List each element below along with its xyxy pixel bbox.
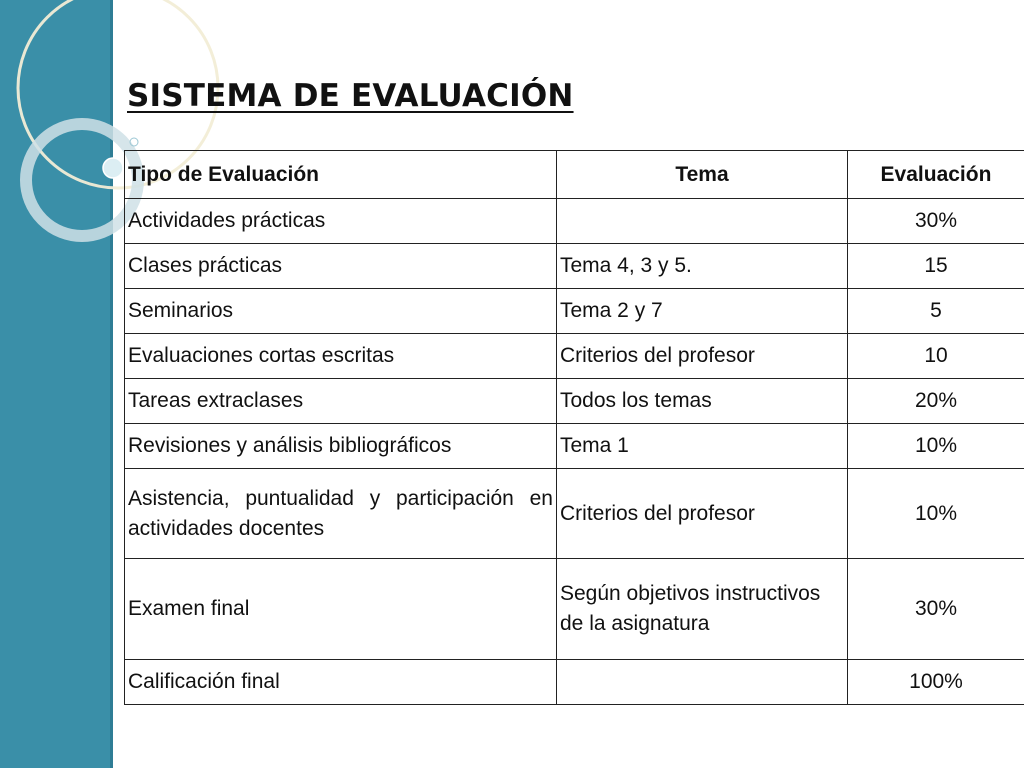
header-tema: Tema — [557, 151, 848, 199]
cell-evaluacion: 20% — [848, 379, 1024, 424]
cell-evaluacion: 10% — [848, 424, 1024, 469]
table-row — [125, 289, 1024, 334]
table-row — [125, 559, 1024, 660]
cell-evaluacion: 15 — [848, 244, 1024, 289]
cell-tipo: Tareas extraclases — [125, 379, 557, 424]
cell-evaluacion: 30% — [848, 559, 1024, 660]
cell-tipo: Seminarios — [125, 289, 557, 334]
cell-tema: Todos los temas — [557, 379, 848, 424]
cell-tema: Tema 2 y 7 — [557, 289, 848, 334]
cell-tipo: Asistencia, puntualidad y participación en actividades docentes — [125, 469, 557, 559]
page-title: SISTEMA DE EVALUACIÓN — [127, 78, 574, 114]
cell-tema: Según objetivos instructivos de la asignatura — [557, 559, 848, 660]
table-row — [125, 244, 1024, 289]
table-row — [125, 199, 1024, 244]
table-row — [125, 660, 1024, 705]
cell-tipo: Evaluaciones cortas escritas — [125, 334, 557, 379]
cell-tema — [557, 199, 848, 244]
small-ring-dot — [130, 138, 138, 146]
cell-tema: Criterios del profesor — [557, 469, 848, 559]
side-band — [0, 0, 113, 768]
header-evaluacion: Evaluación — [848, 151, 1024, 199]
cell-tema: Tema 1 — [557, 424, 848, 469]
table-row — [125, 424, 1024, 469]
table-row — [125, 469, 1024, 559]
cell-tipo: Revisiones y análisis bibliográficos — [125, 424, 557, 469]
cell-evaluacion: 10 — [848, 334, 1024, 379]
table-row — [125, 379, 1024, 424]
cell-evaluacion: 5 — [848, 289, 1024, 334]
table-header-row — [125, 151, 1024, 199]
cell-tipo: Examen final — [125, 559, 557, 660]
cell-tema: Tema 4, 3 y 5. — [557, 244, 848, 289]
cell-tema — [557, 660, 848, 705]
cell-tema: Criterios del profesor — [557, 334, 848, 379]
table-row — [125, 334, 1024, 379]
cell-tipo: Actividades prácticas — [125, 199, 557, 244]
evaluation-table — [124, 150, 1024, 705]
cell-evaluacion: 100% — [848, 660, 1024, 705]
cell-evaluacion: 30% — [848, 199, 1024, 244]
cell-evaluacion: 10% — [848, 469, 1024, 559]
cell-tipo: Calificación final — [125, 660, 557, 705]
header-tipo: Tipo de Evaluación — [125, 151, 557, 199]
cell-tipo: Clases prácticas — [125, 244, 557, 289]
